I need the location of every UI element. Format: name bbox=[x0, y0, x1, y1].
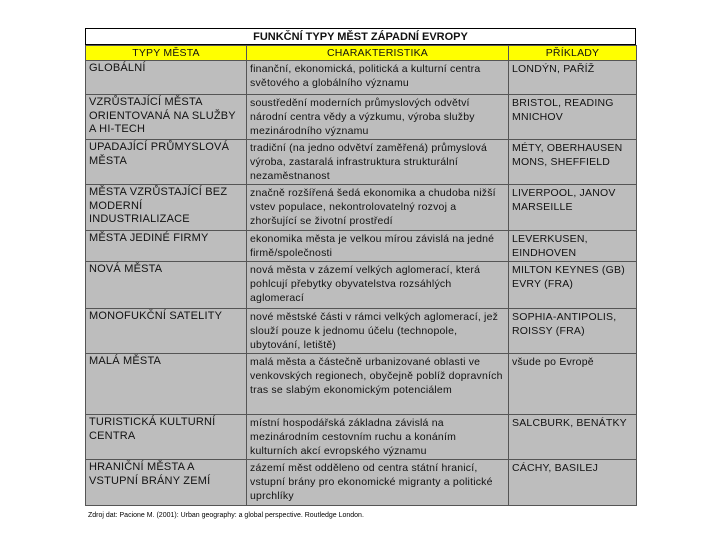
cell-typ: MĚSTA VZRŮSTAJÍCÍ BEZ MODERNÍ INDUSTRIALIZACE bbox=[86, 185, 247, 231]
cell-typ: GLOBÁLNÍ bbox=[86, 61, 247, 95]
cell-typ: VZRŮSTAJÍCÍ MĚSTA ORIENTOVANÁ NA SLUŽBY A HI-TECH bbox=[86, 95, 247, 140]
table-row bbox=[86, 95, 637, 140]
header-char: CHARAKTERISTIKA bbox=[247, 46, 509, 61]
cell-pr: BRISTOL, READING MNICHOV bbox=[509, 95, 637, 140]
source-note: Zdroj dat: Pacione M. (2001): Urban geography: a global perspective. Routledge London. bbox=[88, 512, 364, 519]
cell-char: zázemí měst odděleno od centra státní hranicí, vstupní brány pro ekonomické migranty a politické uprchlíky bbox=[247, 460, 509, 506]
cell-pr: LONDÝN, PAŘÍŽ bbox=[509, 61, 637, 95]
cell-char: nové městské části v rámci velkých aglomerací, jež slouží pouze k jednomu účelu (technopole, ubytování, letiště) bbox=[247, 309, 509, 354]
cell-typ: MONOFUKČNÍ SATELITY bbox=[86, 309, 247, 354]
cell-typ: TURISTICKÁ KULTURNÍ CENTRA bbox=[86, 415, 247, 460]
cell-char: finanční, ekonomická, politická a kulturní centra světového a globálního významu bbox=[247, 61, 509, 95]
cell-typ: UPADAJÍCÍ PRŮMYSLOVÁ MĚSTA bbox=[86, 140, 247, 185]
cell-char: nová města v zázemí velkých aglomerací, která pohlcují přebytky obyvatelstva rozsáhlých aglomerací bbox=[247, 262, 509, 309]
table-row bbox=[86, 354, 637, 415]
table-row bbox=[86, 140, 637, 185]
cell-pr: LEVERKUSEN, EINDHOVEN bbox=[509, 231, 637, 262]
cell-char: značně rozšířená šedá ekonomika a chudoba nižší vstev populace, nekontrolovatelný rozvoj a zhoršující se životní prostředí bbox=[247, 185, 509, 231]
header-typ: TYPY MĚSTA bbox=[86, 46, 247, 61]
cell-typ: HRANIČNÍ MĚSTA A VSTUPNÍ BRÁNY ZEMÍ bbox=[86, 460, 247, 506]
header-pr: PŘÍKLADY bbox=[509, 46, 637, 61]
table-row bbox=[86, 460, 637, 506]
table-row bbox=[86, 231, 637, 262]
cell-char: soustředění moderních průmyslových odvětví národní centra vědy a výzkumu, výroba služby mezinárodního významu bbox=[247, 95, 509, 140]
cell-char: tradiční (na jedno odvětví zaměřená) průmyslová výroba, zastaralá infrastruktura strukturální nezaměstnanost bbox=[247, 140, 509, 185]
table-row bbox=[86, 415, 637, 460]
cell-char: malá města a částečně urbanizované oblasti ve venkovských regionech, obyčejně poblíž dopravních tras se slabým ekonomickým potenciálem bbox=[247, 354, 509, 415]
cell-typ: MĚSTA JEDINÉ FIRMY bbox=[86, 231, 247, 262]
cell-char: ekonomika města je velkou mírou závislá na jedné firmě/společnosti bbox=[247, 231, 509, 262]
cell-typ: MALÁ MĚSTA bbox=[86, 354, 247, 415]
table-title: FUNKČNÍ TYPY MĚST ZÁPADNÍ EVROPY bbox=[85, 28, 636, 45]
cell-pr: CÁCHY, BASILEJ bbox=[509, 460, 637, 506]
city-types-table bbox=[85, 45, 637, 506]
header-row bbox=[86, 46, 637, 61]
table-row bbox=[86, 61, 637, 95]
cell-typ: NOVÁ MĚSTA bbox=[86, 262, 247, 309]
cell-pr: SALCBURK, BENÁTKY bbox=[509, 415, 637, 460]
cell-pr: SOPHIA-ANTIPOLIS, ROISSY (FRA) bbox=[509, 309, 637, 354]
table-row bbox=[86, 262, 637, 309]
cell-pr: LIVERPOOL, JANOV MARSEILLE bbox=[509, 185, 637, 231]
cell-pr: MILTON KEYNES (GB) EVRY (FRA) bbox=[509, 262, 637, 309]
cell-pr: MÉTY, OBERHAUSEN MONS, SHEFFIELD bbox=[509, 140, 637, 185]
cell-char: místní hospodářská základna závislá na mezinárodním cestovním ruchu a konáním kulturních akcí evropského významu bbox=[247, 415, 509, 460]
cell-pr: všude po Evropě bbox=[509, 354, 637, 415]
table-row bbox=[86, 309, 637, 354]
table-row bbox=[86, 185, 637, 231]
